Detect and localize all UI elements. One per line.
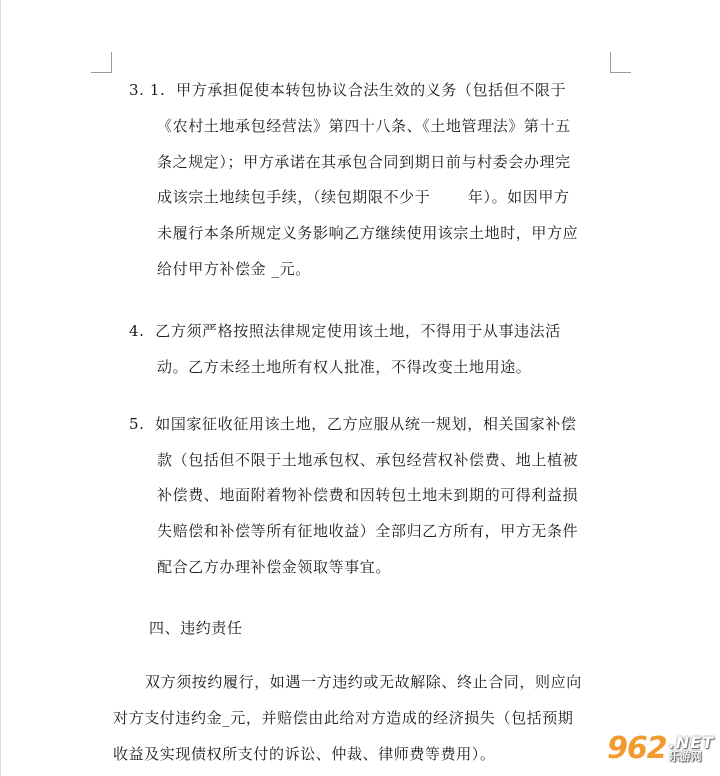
crop-mark-top-right [610,52,631,73]
paragraph-5-line-5: 配合乙方办理补偿金领取等事宜。 [157,558,392,576]
paragraph-3-line-2: 《农村土地承包经营法》第四十八条、《土地管理法》第十五 [157,117,571,135]
watermark-domain: .NET [668,733,714,752]
breach-paragraph-line-1: 双方须按约履行，如遇一方违约或无故解除、终止合同，则应向 [145,673,582,691]
paragraph-3-line-1: 3. 1. 甲方承担促使本转包协议合法生效的义务（包括但不限于 [129,81,567,99]
breach-paragraph-line-3: 收益及实现债权所支付的诉讼、仲裁、律师费等费用）。 [113,745,496,763]
breach-paragraph-line-2: 对方支付违约金_元，并赔偿由此给对方造成的经济损失（包括预期 [113,709,574,727]
paragraph-3-line-4: 成该宗土地续包手续，（续包期限不少于 年）。如因甲方 [157,188,570,206]
crop-mark-top-left [91,52,112,73]
paragraph-5-line-3: 补偿费、地面附着物补偿费和因转包土地未到期的可得利益损 [157,486,579,504]
paragraph-3-line-6: 给付甲方补偿金 _元。 [157,260,311,278]
paragraph-3-line-3: 条之规定）；甲方承诺在其承包合同到期日前与村委会办理完 [157,153,571,171]
watermark-subtitle: 乐游网 [668,750,702,763]
paragraph-5-line-2: 款（包括但不限于土地承包权、承包经营权补偿费、地上植被 [157,451,579,469]
watermark-number: 962 [607,731,667,766]
paragraph-4-line-1: 4. 乙方须严格按照法律规定使用该土地，不得用于从事违法活 [129,322,561,340]
site-watermark-logo [607,731,714,766]
section-heading-breach: 四、违约责任 [149,619,243,637]
paragraph-4-line-2: 动。乙方未经土地所有权人批准，不得改变土地用途。 [157,358,532,376]
paragraph-5-line-1: 5. 如国家征收征用该土地，乙方应服从统一规划，相关国家补偿 [129,415,577,433]
paragraph-5-line-4: 失赔偿和补偿等所有征地收益）全部归乙方所有，甲方无条件 [157,522,579,540]
paragraph-3-line-5: 未履行本条所规定义务影响乙方继续使用该宗土地时，甲方应 [157,224,579,242]
